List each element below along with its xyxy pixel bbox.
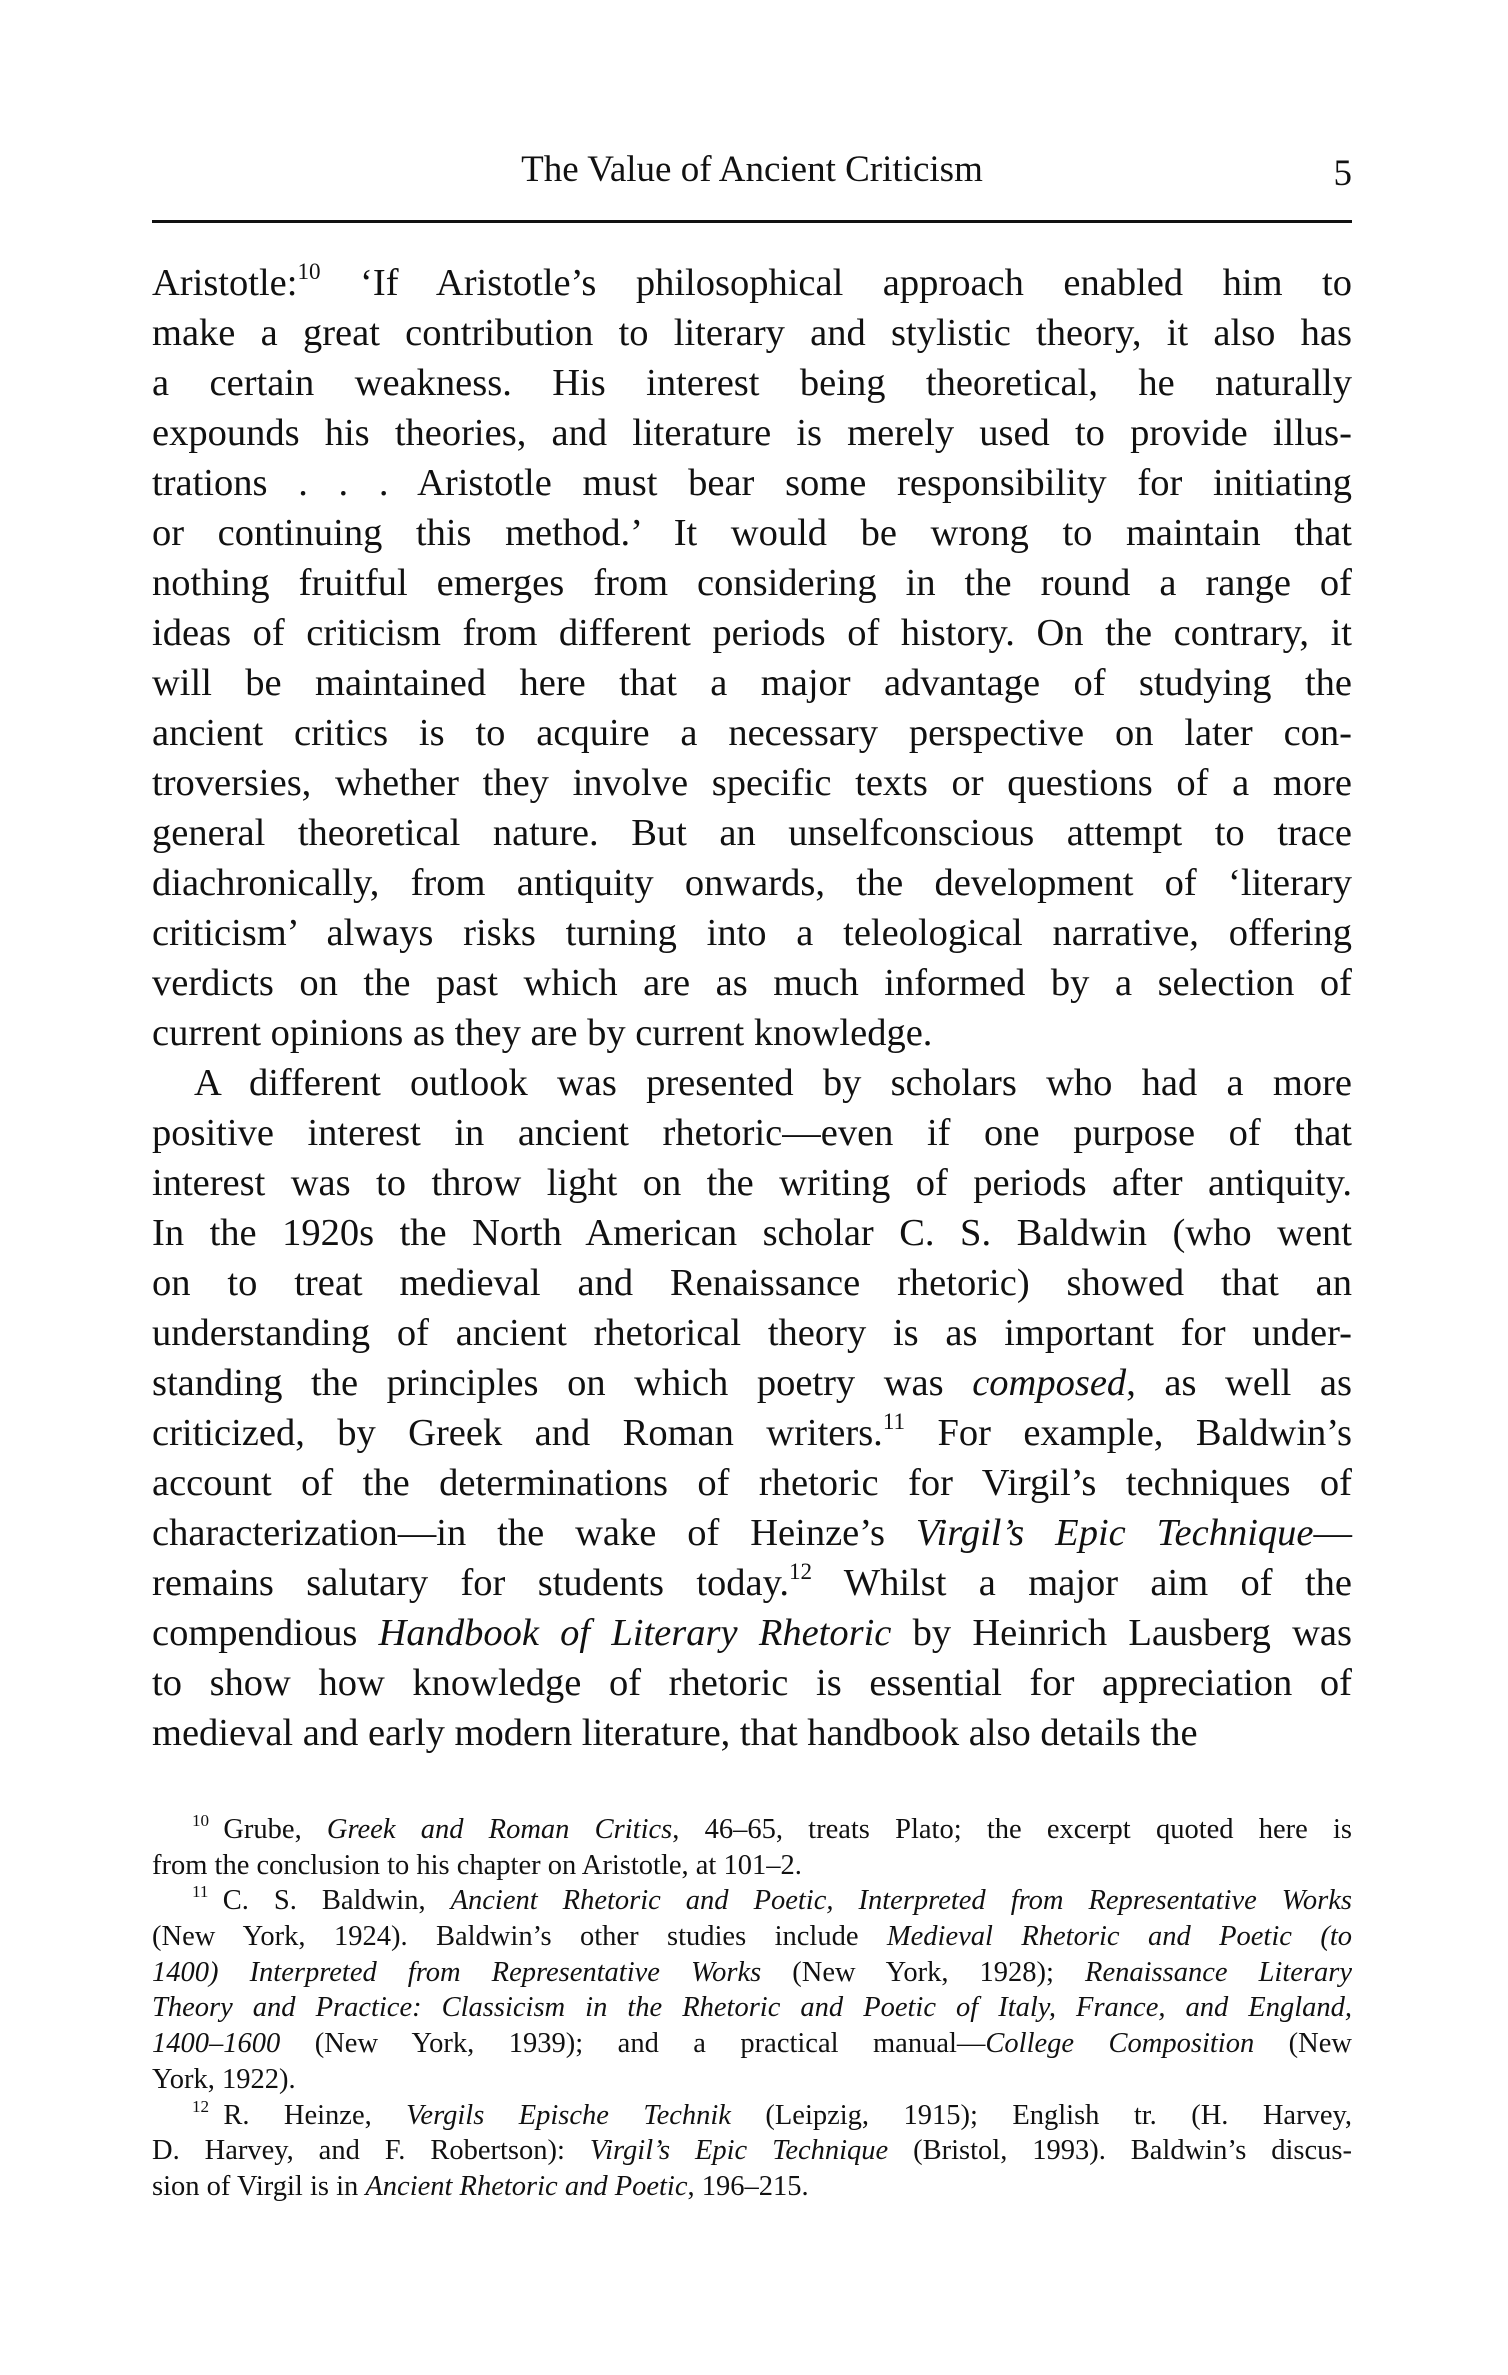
text-run: make a great contribution to literary and stylistic theory, it also has — [152, 312, 1352, 354]
text-run: Aristotle: — [152, 262, 298, 304]
text-run: current opinions as they are by current knowledge. — [152, 1012, 933, 1054]
footnote-line — [152, 1919, 1352, 1955]
italic-title: Renaissance Literary — [1085, 1956, 1352, 1988]
running-head — [152, 145, 1352, 195]
text-line — [152, 558, 1352, 608]
text-run: by Heinrich Lausberg was — [891, 1612, 1352, 1654]
text-run: or continuing this method.’ It would be wrong to maintain that — [152, 512, 1352, 554]
text-run: D. Harvey, and F. Robertson): — [152, 2135, 590, 2167]
footnote-line — [152, 2098, 1352, 2134]
text-line — [152, 258, 1352, 308]
text-line — [152, 1008, 1352, 1058]
text-run: troversies, whether they involve specific texts or questions of a more — [152, 762, 1352, 804]
text-run: on to treat medieval and Renaissance rhetoric) showed that an — [152, 1262, 1352, 1304]
footnote-reference: 11 — [882, 1407, 906, 1434]
footnotes — [152, 1812, 1352, 2205]
paragraph — [152, 258, 1352, 1058]
text-line — [152, 608, 1352, 658]
text-run: (New York, 1939); and a practical manual— — [280, 2028, 986, 2060]
footnote-line — [152, 2026, 1352, 2062]
text-line — [152, 708, 1352, 758]
italic-title: 1400) Interpreted from Representative Works — [152, 1956, 762, 1988]
footnote-number: 11 — [192, 1882, 209, 1902]
text-run: interest was to throw light on the writing of periods after antiquity. — [152, 1162, 1352, 1204]
text-run: characterization—in the wake of Heinze’s — [152, 1512, 916, 1554]
footnote-line — [152, 2062, 1352, 2098]
text-run: — — [1313, 1512, 1352, 1554]
body-text — [152, 258, 1352, 1758]
running-title: The Value of Ancient Criticism — [521, 149, 983, 190]
text-run: , 196–215. — [687, 2170, 809, 2202]
text-run: In the 1920s the North American scholar C. S. Baldwin (who went — [152, 1212, 1352, 1254]
text-run: , as well as — [1126, 1362, 1352, 1404]
text-line — [152, 1208, 1352, 1258]
italic-title: 1400–1600 — [152, 2028, 281, 2060]
text-line — [152, 1058, 1352, 1108]
text-line — [152, 808, 1352, 858]
text-run: Whilst a major aim of the — [812, 1562, 1352, 1604]
text-line — [152, 958, 1352, 1008]
footnote-10 — [152, 1812, 1352, 1883]
footnote-reference: 10 — [297, 257, 321, 284]
italic-title: Theory and Practice: Classicism in the Rhetoric and Poetic of Italy, France, and England, — [152, 1992, 1352, 2024]
page-number: 5 — [1333, 153, 1352, 194]
text-line — [152, 1308, 1352, 1358]
text-run: (New York, 1924). Baldwin’s other studies include — [152, 1921, 887, 1953]
text-run: trations . . . Aristotle must bear some responsibility for initiating — [152, 462, 1352, 504]
italic-title: Medieval Rhetoric and Poetic (to — [886, 1921, 1353, 1953]
text-run: will be maintained here that a major advantage of studying the — [152, 662, 1352, 704]
text-run: expounds his theories, and literature is merely used to provide illus- — [152, 412, 1352, 454]
italic-title: Greek and Roman Critics — [326, 1814, 673, 1845]
text-run: from the conclusion to his chapter on Aristotle, at 101–2. — [152, 1849, 802, 1881]
text-run: sion of Virgil is in — [152, 2170, 366, 2202]
footnote-11 — [152, 1883, 1352, 2097]
footnote-line — [152, 1955, 1352, 1991]
text-run: (Leipzig, 1915); English tr. (H. Harvey, — [730, 2099, 1352, 2131]
footnote-number: 10 — [192, 1811, 210, 1831]
text-line — [152, 908, 1352, 958]
italic-title: Vergils Epische Technik — [406, 2099, 731, 2131]
italic-title: Virgil’s Epic Technique — [589, 2135, 889, 2167]
text-run: criticism’ always risks turning into a teleological narrative, offering — [152, 912, 1352, 954]
italic-title: College Composition — [985, 2028, 1255, 2060]
italic-title: Virgil’s Epic Technique — [915, 1512, 1314, 1554]
text-run: C. S. Baldwin, — [222, 1885, 451, 1917]
text-run: understanding of ancient rhetorical theory is as important for under- — [152, 1312, 1352, 1354]
text-run: remains salutary for students today. — [152, 1562, 789, 1604]
header-rule — [152, 220, 1352, 223]
italic-title: Ancient Rhetoric and Poetic, Interpreted from Representative Works — [450, 1885, 1353, 1917]
text-line — [152, 1158, 1352, 1208]
text-run: a certain weakness. His interest being theoretical, he naturally — [152, 362, 1352, 404]
text-run: ‘If Aristotle’s philosophical approach enabled him to — [320, 262, 1352, 304]
italic-title: composed — [972, 1362, 1127, 1404]
text-line — [152, 1608, 1352, 1658]
text-line — [152, 858, 1352, 908]
footnote-line — [152, 1812, 1352, 1848]
text-run: to show how knowledge of rhetoric is essential for appreciation of — [152, 1662, 1352, 1704]
text-run: criticized, by Greek and Roman writers. — [152, 1412, 883, 1454]
text-line — [152, 1258, 1352, 1308]
italic-title: Handbook of Literary Rhetoric — [378, 1612, 892, 1654]
paragraph — [152, 1058, 1352, 1758]
text-line — [152, 758, 1352, 808]
text-run: (New York, 1928); — [761, 1956, 1086, 1988]
text-run: R. Heinze, — [223, 2099, 407, 2131]
text-run: medieval and early modern literature, that handbook also details the — [152, 1712, 1198, 1754]
text-line — [152, 508, 1352, 558]
footnote-line — [152, 2133, 1352, 2169]
text-run: (New — [1254, 2028, 1352, 2060]
text-line — [152, 1458, 1352, 1508]
text-line — [152, 1108, 1352, 1158]
text-run: general theoretical nature. But an unselfconscious attempt to trace — [152, 812, 1352, 854]
text-run: Grube, — [223, 1814, 327, 1845]
text-run: ancient critics is to acquire a necessary perspective on later con- — [152, 712, 1352, 754]
text-line — [152, 1558, 1352, 1608]
text-run: positive interest in ancient rhetoric—even if one purpose of that — [152, 1112, 1352, 1154]
text-run: diachronically, from antiquity onwards, the development of ‘literary — [152, 862, 1352, 904]
text-line — [152, 1508, 1352, 1558]
text-line — [152, 358, 1352, 408]
text-run: For example, Baldwin’s — [905, 1412, 1352, 1454]
text-run: York, 1922). — [152, 2063, 296, 2095]
text-line — [152, 1408, 1352, 1458]
footnote-line — [152, 1990, 1352, 2026]
text-run: standing the principles on which poetry was — [152, 1362, 973, 1404]
text-run: (Bristol, 1993). Baldwin’s discus- — [888, 2135, 1352, 2167]
italic-title: Ancient Rhetoric and Poetic — [365, 2170, 688, 2202]
text-run: compendious — [152, 1612, 379, 1654]
text-line — [152, 1708, 1352, 1758]
text-line — [152, 658, 1352, 708]
text-line — [152, 458, 1352, 508]
footnote-line — [152, 2169, 1352, 2205]
text-line — [152, 308, 1352, 358]
footnote-number: 12 — [192, 2096, 210, 2116]
text-run: ideas of criticism from different periods of history. On the contrary, it — [152, 612, 1352, 654]
footnote-12 — [152, 2098, 1352, 2205]
text-line — [152, 408, 1352, 458]
footnote-line — [152, 1883, 1352, 1919]
text-run: verdicts on the past which are as much informed by a selection of — [152, 962, 1352, 1004]
text-run: A different outlook was presented by scholars who had a more — [194, 1062, 1352, 1104]
text-run: account of the determinations of rhetoric for Virgil’s techniques of — [152, 1462, 1352, 1504]
text-run: , 46–65, treats Plato; the excerpt quoted here is — [672, 1814, 1352, 1845]
text-run: nothing fruitful emerges from considering in the round a range of — [152, 562, 1352, 604]
text-line — [152, 1358, 1352, 1408]
text-line — [152, 1658, 1352, 1708]
footnote-line — [152, 1848, 1352, 1884]
footnote-reference: 12 — [788, 1557, 813, 1584]
